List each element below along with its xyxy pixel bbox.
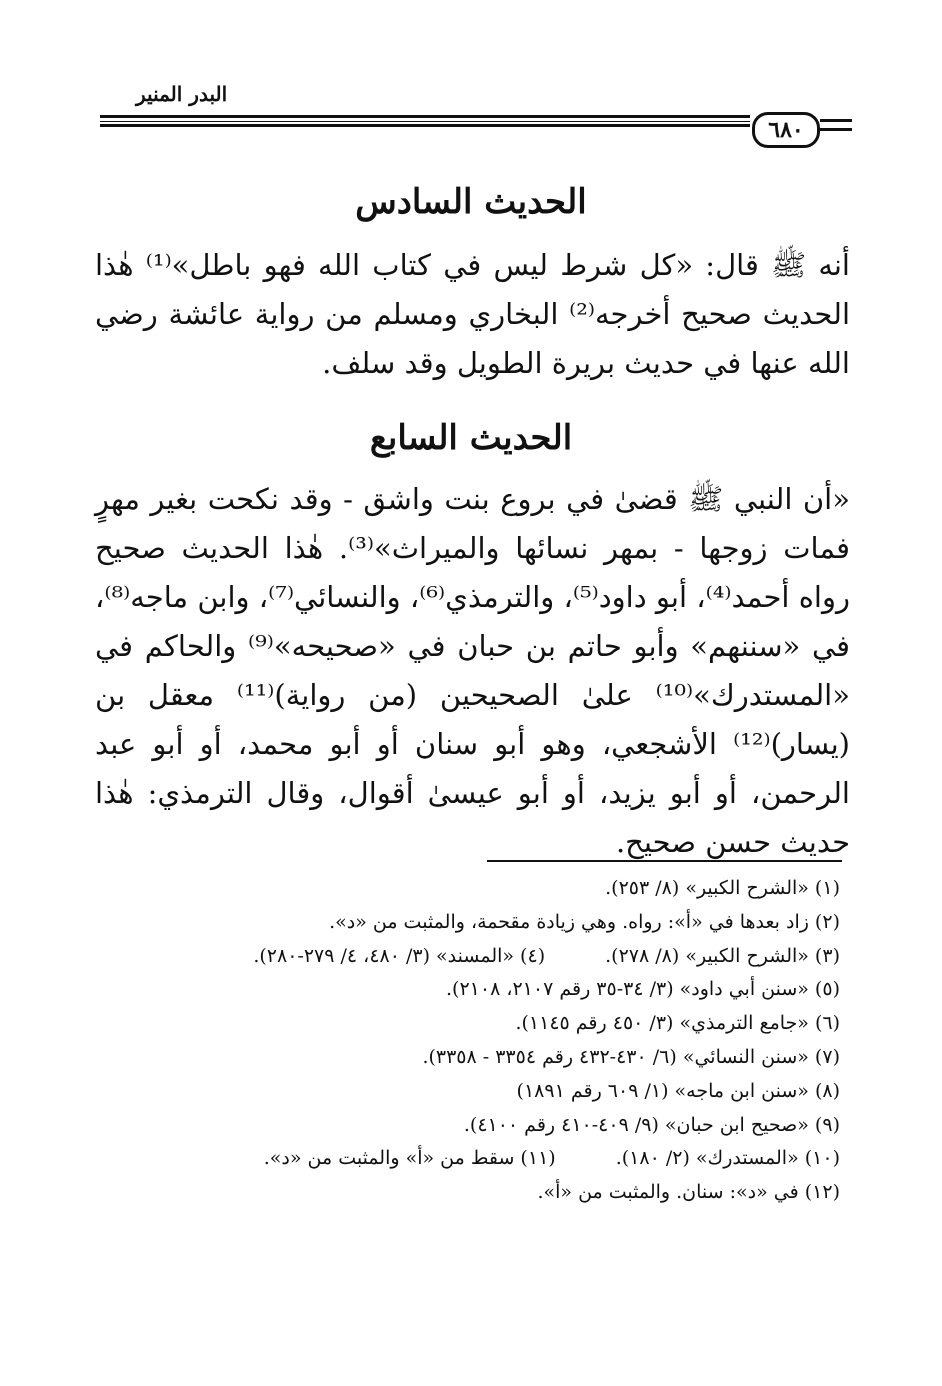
footnote: (٨) «سنن ابن ماجه» (١/ ٦٠٩ رقم ١٨٩١) xyxy=(516,1079,840,1102)
footnote: (١٠) «المستدرك» (٢/ ١٨٠). xyxy=(615,1147,840,1170)
footnote: (٥) «سنن أبي داود» (٣/ ٣٤-٣٥ رقم ٢١٠٧، ٢١٠٨). xyxy=(446,978,840,1001)
hadith6-heading: الحديث السادس xyxy=(355,182,587,222)
footnote: (٧) «سنن النسائي» (٦/ ٤٣٠-٤٣٢ رقم ٣٣٥٤ - ٣٣٥٨). xyxy=(422,1045,840,1068)
header-rule-right-bottom xyxy=(820,128,852,131)
hadith6-text: أنه ﷺ قال: «كل شرط ليس في كتاب الله فهو باطل»⁽¹⁾ هٰذا الحديث صحيح أخرجه⁽²⁾ البخاري ومسلم من رواية عائشة رضي الله عنها في حديث بريرة الطويل وقد سلف. xyxy=(95,248,851,380)
hadith7-heading: الحديث السابع xyxy=(369,418,573,458)
footnote: (٣) «الشرح الكبير» (٨/ ٢٧٨). xyxy=(605,944,840,967)
footnote-line xyxy=(95,1075,840,1109)
header-rule-top xyxy=(100,115,750,118)
footnote: (٢) زاد بعدها في «أ»: رواه. وهي زيادة مقحمة، والمثبت من «د». xyxy=(329,910,840,933)
footnote: (٩) «صحيح ابن حبان» (٩/ ٤٠٩-٤١٠ رقم ٤١٠٠). xyxy=(463,1113,840,1136)
footnote-line xyxy=(95,940,840,974)
header-rule-bottom xyxy=(100,124,750,127)
footnote-line xyxy=(95,1041,840,1075)
footnote-separator xyxy=(487,860,842,862)
footnote-line xyxy=(95,1007,840,1041)
footnote: (١٢) في «د»: سنان. والمثبت من «أ». xyxy=(537,1181,840,1204)
footnotes xyxy=(95,872,840,1210)
footnote: (٤) «المسند» (٣/ ٤٨٠، ٤/ ٢٧٩-٢٨٠). xyxy=(253,944,546,967)
header-rule-right-top xyxy=(820,119,852,122)
footnote-line xyxy=(95,872,840,906)
page-number: ٦٨٠ xyxy=(752,112,820,148)
footnote-line xyxy=(95,973,840,1007)
footnote: (١) «الشرح الكبير» (٨/ ٢٥٣). xyxy=(605,877,840,899)
footnote-line xyxy=(95,906,840,940)
footnote: (١١) سقط من «أ» والمثبت من «د». xyxy=(263,1147,556,1170)
running-header-title: البدر المنير xyxy=(136,82,228,106)
footnote-line xyxy=(95,1176,840,1210)
header-rule-middle xyxy=(100,121,750,122)
footnote: (٦) «جامع الترمذي» (٣/ ٤٥٠ رقم ١١٤٥). xyxy=(515,1012,840,1035)
footnote-line xyxy=(95,1142,840,1176)
hadith7-text: «أن النبي ﷺ قضىٰ في بروع بنت واشق - وقد نكحت بغير مهرٍ فمات زوجها - بمهر نسائها والميراث»⁽³⁾. هٰذا الحديث صحيح رواه أحمد⁽⁴⁾، أبو داود⁽⁵⁾، والترمذي⁽⁶⁾، والنسائي⁽⁷⁾، وابن ماجه⁽⁸⁾، في «سننهم» وأبو حاتم بن حبان في «صحيحه»⁽⁹⁾ والحاكم في «المستدرك»⁽¹⁰⁾ علىٰ الصحيحين (من رواية)⁽¹¹⁾ معقل بن (يسار)⁽¹²⁾ الأشجعي، وهو أبو سنان أو أبو محمد، أو أبو عبد الرحمن، أو أبو يزيد، أو أبو عيسىٰ أقوال، وقال الترمذي: هٰذا حديث حسن صحيح. xyxy=(95,482,850,859)
footnote-line xyxy=(95,1109,840,1143)
